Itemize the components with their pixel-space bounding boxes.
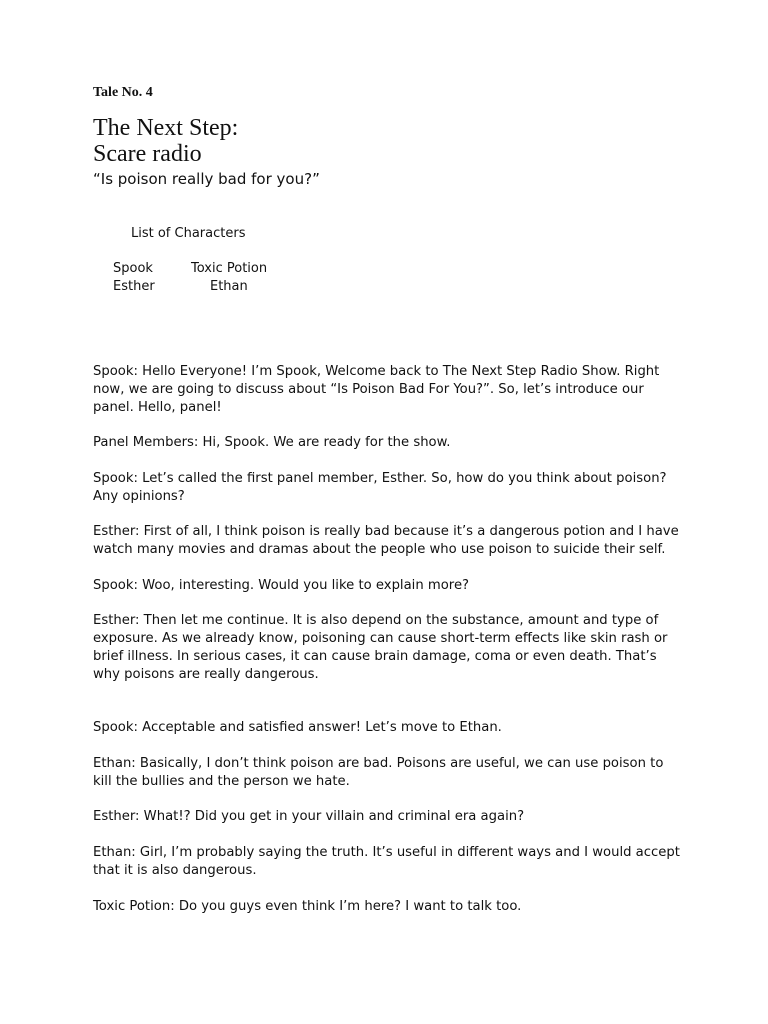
cast-name: Esther: [113, 279, 155, 294]
dialogue-paragraph: Toxic Potion: Do you guys even think I’m here? I want to talk too.: [93, 899, 522, 914]
page-title: [93, 115, 238, 167]
dialogue-paragraph: Ethan: Basically, I don’t think poison are bad. Poisons are useful, we can use poison to kill the bullies and the person we hate.: [93, 756, 664, 789]
cast-name: Ethan: [210, 279, 248, 294]
subtitle: “Is poison really bad for you?”: [93, 170, 320, 188]
title-line-1: The Next Step:: [93, 115, 239, 141]
cast-heading: List of Characters: [131, 226, 246, 241]
dialogue-paragraph: Esther: First of all, I think poison is really bad because it’s a dangerous potion and I have watch many movies and dramas about the people who use poison to suicide their self.: [93, 524, 679, 557]
cast-name: Toxic Potion: [191, 261, 268, 276]
dialogue-paragraph: Esther: Then let me continue. It is also depend on the substance, amount and type of exposure. As we already know, poisoning can cause short-term effects like skin rash or brief illness. In serious cases, it can cause brain damage, coma or even death. That’s why poisons are really dangerous.: [93, 613, 668, 682]
dialogue-paragraph: Panel Members: Hi, Spook. We are ready for the show.: [93, 435, 451, 450]
dialogue-paragraph: Esther: What!? Did you get in your villain and criminal era again?: [93, 809, 525, 824]
dialogue-paragraph: Spook: Acceptable and satisfied answer! Let’s move to Ethan.: [93, 720, 502, 735]
tale-number: Tale No. 4: [93, 85, 153, 100]
dialogue-paragraph: Ethan: Girl, I’m probably saying the truth. It’s useful in different ways and I would accept that it is also dangerous.: [93, 845, 680, 878]
cast-name: Spook: [113, 261, 153, 276]
title-line-2: Scare radio: [93, 141, 202, 167]
dialogue-paragraph: Spook: Woo, interesting. Would you like to explain more?: [93, 578, 470, 593]
dialogue-paragraph: Spook: Let’s called the first panel member, Esther. So, how do you think about poison? Any opinions?: [93, 471, 667, 504]
dialogue-paragraph: Spook: Hello Everyone! I’m Spook, Welcome back to The Next Step Radio Show. Right now, we are going to discuss about “Is Poison Bad For You?”. So, let’s introduce our panel. Hello, panel!: [93, 364, 660, 415]
